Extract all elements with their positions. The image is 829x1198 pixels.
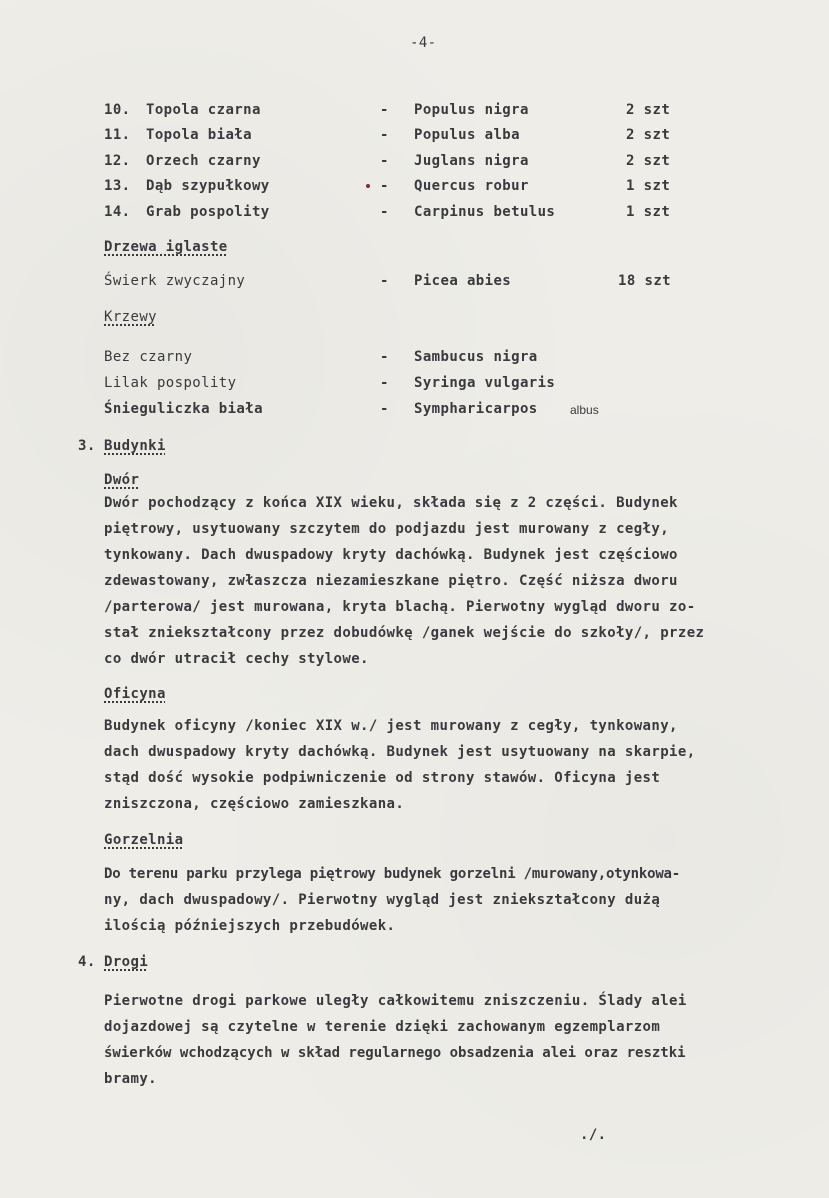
tree-latin: Populus alba [414,127,520,143]
conifer-dash: - [380,273,389,289]
subsection-heading: Gorzelnia [104,832,184,848]
tree-num: 14. [104,204,131,220]
shrub-name: Lilak pospolity [104,375,237,391]
ink-mark [366,184,370,188]
tree-name: Dąb szypułkowy [146,178,270,194]
text-line: ny, dach dwuspadowy/. Pierwotny wygląd jest zniekształcony dużą [104,892,661,908]
shrubs-heading: Krzewy [104,309,157,325]
tree-dash: - [380,204,389,220]
shrub-name: Bez czarny [104,349,193,365]
subsection-heading: Oficyna [104,686,166,702]
shrub-dash: - [380,375,389,391]
text-line: bramy. [104,1071,157,1087]
tree-dash: - [380,127,389,143]
shrub-dash: - [380,401,389,417]
tree-dash: - [380,153,389,169]
tree-num: 12. [104,153,131,169]
text-line: ilością późniejszych przebudówek. [104,918,396,934]
text-line: zniszczona, częściowo zamieszkana. [104,796,405,812]
shrub-dash: - [380,349,389,365]
shrub-latin: Sambucus nigra [414,349,538,365]
text-line: Pierwotne drogi parkowe uległy całkowitemu zniszczeniu. Ślady alei [104,993,687,1009]
text-line: tynkowany. Dach dwuspadowy kryty dachówką. Budynek jest częściowo [104,547,678,563]
continuation-mark: ./. [580,1127,607,1143]
tree-dash: - [380,178,389,194]
text-line: stąd dość wysokie podpiwniczenie od strony stawów. Oficyna jest [104,770,661,786]
shrub-name: Śnieguliczka biała [104,401,263,417]
section-title: Drogi [104,954,149,970]
text-line: stał zniekształcony przez dobudówkę /ganek wejście do szkoły/, przez [104,625,705,641]
tree-name: Orzech czarny [146,153,261,169]
text-line: Dwór pochodzący z końca XIX wieku, składa się z 2 części. Budynek [104,495,678,511]
conifer-latin: Picea abies [414,273,512,289]
section-number: 3. [78,438,96,454]
text-line: piętrowy, usytuowany szczytem do podjazdu jest murowany z cegły, [104,521,670,537]
text-line: dach dwuspadowy kryty dachówką. Budynek jest usytuowany na skarpie, [104,744,696,760]
tree-qty: 2 szt [626,153,671,169]
tree-name: Topola czarna [146,102,261,118]
section-title: Budynki [104,438,166,454]
tree-num: 10. [104,102,131,118]
tree-num: 11. [104,127,131,143]
tree-latin: Quercus robur [414,178,529,194]
tree-latin: Populus nigra [414,102,529,118]
tree-qty: 2 szt [626,127,671,143]
conifers-heading: Drzewa iglaste [104,239,228,255]
text-line: zdewastowany, zwłaszcza niezamieszkane piętro. Część niższa dworu [104,573,678,589]
text-line: Budynek oficyny /koniec XIX w./ jest murowany z cegły, tynkowany, [104,718,678,734]
page-number: -4- [410,35,437,51]
subsection-heading: Dwór [104,472,140,488]
tree-qty: 1 szt [626,204,671,220]
text-line: świerków wchodzących w skład regularnego obsadzenia alei oraz resztki [104,1045,686,1061]
shrub-latin: Sympharicarpos [414,401,538,417]
conifer-qty: 18 szt [618,273,671,289]
text-line: co dwór utracił cechy stylowe. [104,651,369,667]
tree-num: 13. [104,178,131,194]
tree-latin: Juglans nigra [414,153,529,169]
section-number: 4. [78,954,96,970]
tree-latin: Carpinus betulus [414,204,556,220]
tree-dash: - [380,102,389,118]
tree-qty: 1 szt [626,178,671,194]
text-line: /parterowa/ jest murowana, kryta blachą. Pierwotny wygląd dworu zo- [104,599,696,615]
conifer-name: Świerk zwyczajny [104,273,246,289]
handwritten-note: albus [570,403,599,417]
shrub-latin: Syringa vulgaris [414,375,556,391]
tree-name: Topola biała [146,127,252,143]
tree-name: Grab pospolity [146,204,270,220]
tree-qty: 2 szt [626,102,671,118]
text-line: dojazdowej są czytelne w terenie dzięki zachowanym egzemplarzom [104,1019,661,1035]
text-line: Do terenu parku przylega piętrowy budynek gorzelni /murowany,otynkowa- [104,866,681,882]
